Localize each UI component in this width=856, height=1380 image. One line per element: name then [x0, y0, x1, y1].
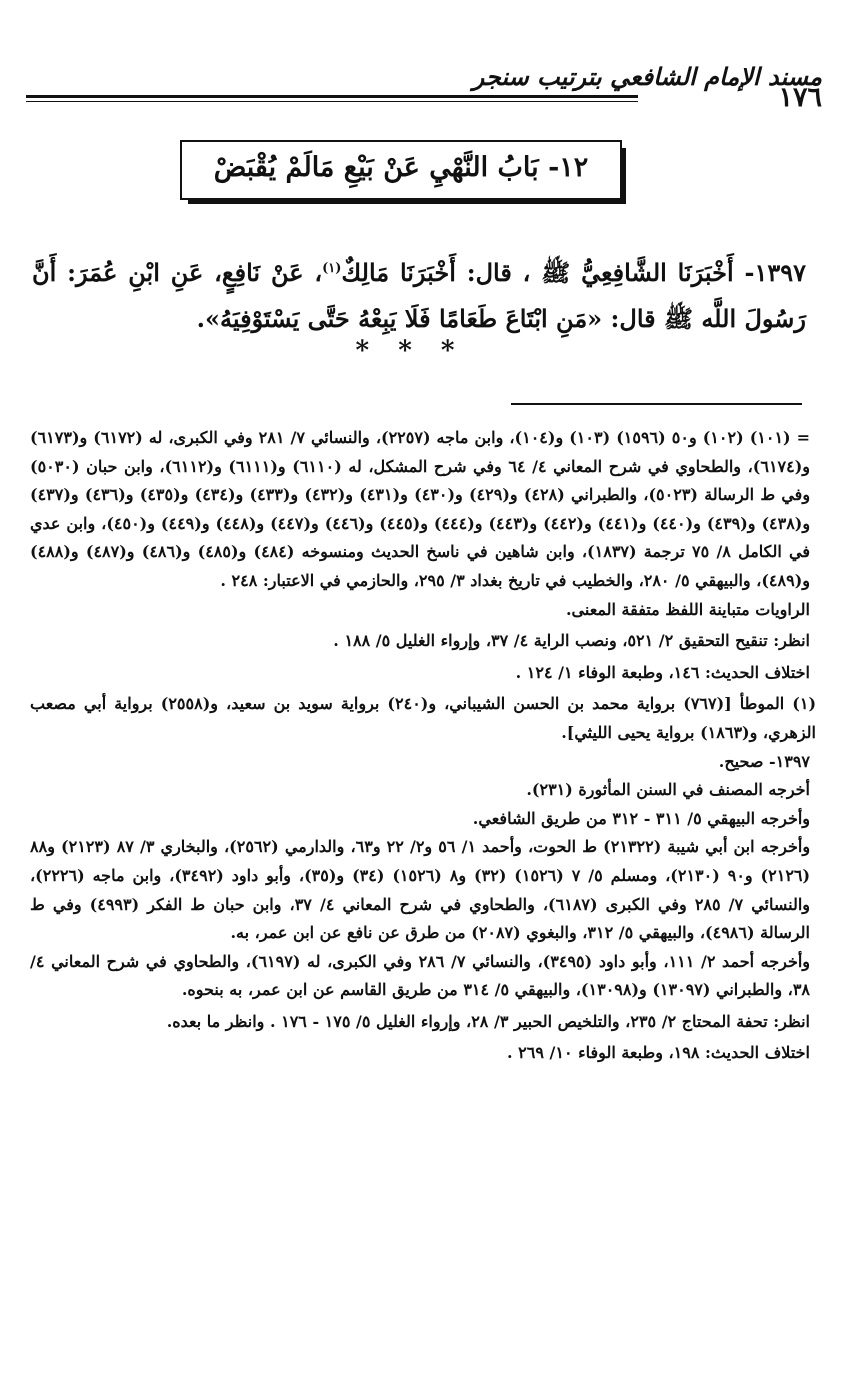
footnote-paragraph: انظر: تنقيح التحقيق ٢/ ٥٢١، ونصب الراية ٤/ ٣٧، وإرواء الغليل ٥/ ١٨٨ . [333, 631, 810, 651]
footnote-paragraph: أخرجه المصنف في السنن المأثورة (٢٣١). [526, 780, 810, 800]
header-rule [26, 95, 638, 102]
page-number: ١٧٦ [778, 82, 822, 113]
hadith-text-part2: ، عَنْ نَافِعٍ، عَنِ ابْنِ عُمَرَ: أَنَّ رَسُولَ اللَّه ﷺ قال: «مَنِ ابْتَاعَ طَعَامًا فَلَا يَبِعْهُ حَتَّى يَسْتَوْفِيَهُ». [32, 258, 806, 333]
footnote-paragraph: وأخرجه أحمد ٢/ ١١١، وأبو داود (٣٤٩٥)، والنسائي ٧/ ٢٨٦ وفي الكبرى، له (٦١٩٧)، والطحاوي في شرح المعاني ٤/ ٣٨، والطبراني (١٣٠٩٧) و(١٣٠٩٨)، والبيهقي ٥/ ٣١٤ من طريق القاسم عن ابن عمر، به بنحوه. [30, 951, 811, 1000]
footnotes [30, 424, 817, 1068]
footnote-paragraph: اختلاف الحديث: ١٩٨، وطبعة الوفاء ١٠/ ٢٦٩ . [507, 1043, 810, 1063]
footnote-paragraph: وأخرجه البيهقي ٥/ ٣١١ - ٣١٢ من طريق الشافعي. [472, 808, 810, 828]
section-separator: * * * [355, 336, 465, 366]
grading-heading: ١٣٩٧- صحيح. [718, 751, 810, 771]
footnote-marker: (١) [322, 261, 342, 276]
footnote-rule [511, 403, 802, 405]
footnote-1: (١) الموطأ [(٧٦٧) برواية محمد بن الحسن الشيباني، و(٢٤٠) برواية سويد بن سعيد، و(٢٥٥٨) برواية أبي مصعب الزهري، و(١٨٦٣) برواية يحيى الليثي]. [30, 694, 817, 742]
footnote-paragraph: انظر: تحفة المحتاج ٢/ ٢٣٥، والتلخيص الحبير ٣/ ٢٨، وإرواء الغليل ٥/ ١٧٥ - ١٧٦ . وانظر ما بعده. [166, 1011, 810, 1031]
footnote-paragraph: الراويات متباينة اللفظ متفقة المعنى. [565, 599, 810, 619]
chapter-box [180, 140, 622, 200]
book-title: مسند الإمام الشافعي بترتيب سنجر [472, 62, 822, 91]
footnote-paragraph: اختلاف الحديث: ١٤٦، وطبعة الوفاء ١/ ١٢٤ . [515, 662, 810, 682]
chapter-title: ١٢- بَابُ النَّهْيِ عَنْ بَيْعِ مَالَمْ يُقْبَضْ [213, 152, 589, 183]
footnote-paragraph: وأخرجه ابن أبي شيبة (٢١٣٢٢) ط الحوت، وأحمد ١/ ٥٦ و٢/ ٢٢ و٦٣، والدارمي (٢٥٦٢)، والبخاري ٣/ ٨٧ (٢١٢٣) و٨٨ (٢١٢٦) و٩٠ (٢١٣٠)، ومسلم ٥/ ٧ (١٥٢٦) (٣٢) و٨ (١٥٢٦) (٣٤) و(٣٥)، وأبو داود (٣٤٩٢)، وابن ماجه (٢٢٢٦)، والنسائي ٧/ ٢٨٥ وفي الكبرى (٦١٨٧)، والطحاوي في شرح المعاني ٤/ ٣٧، وابن حبان ط الفكر (٤٩٩٣) وفي ط الرسالة (٤٩٨٦)، والبيهقي ٥/ ٣١٢، والبغوي (٢٠٨٧) من طرق عن نافع عن ابن عمر، به. [30, 837, 811, 943]
hadith-text-part1: ١٣٩٧- أَخْبَرَنَا الشَّافِعِيُّ ﷺ ، قال: أَخْبَرَنَا مَالِكٌ [341, 258, 806, 287]
footnote-continuation: = (١٠١) (١٠٢) و٥٠ (١٥٩٦) (١٠٣) و(١٠٤)، وابن ماجه (٢٢٥٧)، والنسائي ٧/ ٢٨١ وفي الكبرى، له (٦١٧٢) و(٦١٧٣) و(٦١٧٤)، والطحاوي في شرح المعاني ٤/ ٦٤ وفي شرح المشكل، له (٦١١٠) و(٦١١١) و(٦١١٢)، وابن حبان (٥٠٣٠) وفي ط الرسالة (٥٠٢٣)، والطبراني (٤٢٨) و(٤٢٩) و(٤٣٠) و(٤٣١) و(٤٣٢) و(٤٣٣) و(٤٣٤) و(٤٣٥) و(٤٣٦) و(٤٣٧) و(٤٣٨) و(٤٣٩) و(٤٤٠) و(٤٤١) و(٤٤٢) و(٤٤٣) و(٤٤٤) و(٤٤٥) و(٤٤٦) و(٤٤٧) و(٤٤٨) و(٤٤٩) و(٤٥٠)، وابن عدي في الكامل ٨/ ٧٥ ترجمة (١٨٣٧)، وابن شاهين في ناسخ الحديث ومنسوخه (٤٨٤) و(٤٨٥) و(٤٨٦) و(٤٨٧) و(٤٨٨) و(٤٨٩)، والبيهقي ٥/ ٢٨٠، والخطيب في تاريخ بغداد ٣/ ٢٩٥، والحازمي في الاعتبار: ٢٤٨ . [30, 428, 811, 590]
hadith-text [32, 246, 806, 342]
